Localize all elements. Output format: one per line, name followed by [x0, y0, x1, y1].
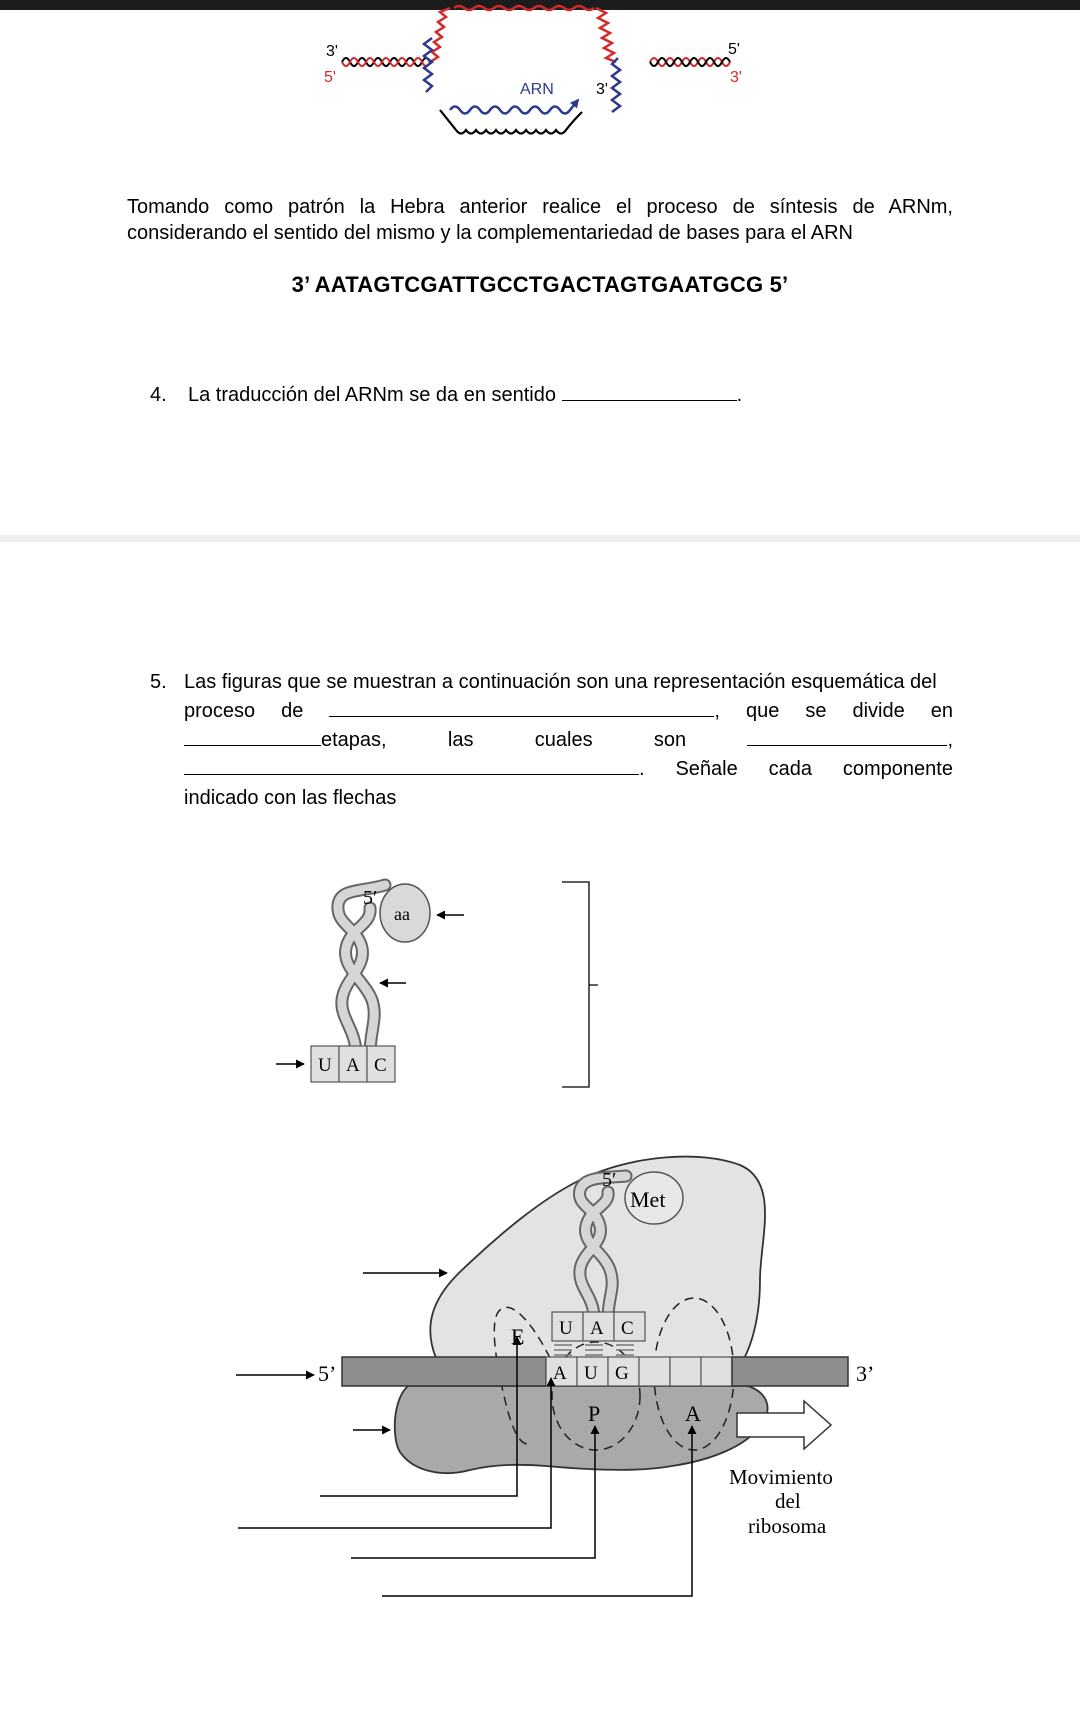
- trna-anticodon-1: U: [318, 1055, 332, 1076]
- right-helix-strand-b: [650, 58, 730, 66]
- met-label: Met: [630, 1187, 666, 1212]
- site-e-label: E: [511, 1324, 525, 1349]
- question-5-line-2: proceso de , que se divide en: [184, 700, 953, 722]
- site-a-label: A: [685, 1401, 701, 1426]
- mrna-5-label: 5’: [318, 1361, 337, 1386]
- rna-strand-right: [612, 58, 620, 112]
- stage-1-answer-blank[interactable]: [747, 727, 947, 746]
- dna-transcription-figure: [324, 6, 742, 134]
- trna-aa-label: aa: [394, 904, 410, 924]
- question-5-number: 5.: [150, 671, 167, 693]
- question-4-end: .: [736, 384, 743, 406]
- dna-left-top-label: 3': [326, 43, 338, 60]
- movement-label-3: ribosoma: [748, 1514, 827, 1538]
- question-5-line-5: indicado con las flechas: [184, 787, 397, 809]
- rna-strand-bottom: [450, 100, 578, 114]
- mrna-codon-2: U: [584, 1363, 598, 1384]
- dna-right-top-label: 5': [728, 41, 740, 58]
- trna-anticodon-2: A: [346, 1055, 360, 1076]
- question-4-text: La traducción del ARNm se da en sentido: [188, 384, 556, 406]
- dna-sequence: 3’ AATAGTCGATTGCCTGACTAGTGAATGCG 5’: [291, 272, 789, 297]
- template-strand-right: [596, 8, 616, 62]
- question-3-line-2: considerando el sentido del mismo y la complementariedad de bases para el ARN: [127, 222, 853, 244]
- movement-label-2: del: [775, 1489, 801, 1513]
- mrna-codon-1: A: [553, 1363, 567, 1384]
- dna-left-bottom-label: 5': [324, 69, 336, 86]
- coding-strand-bottom: [440, 110, 582, 134]
- trna-bracket: [562, 882, 598, 1087]
- rna-label: ARN: [520, 81, 554, 98]
- stage-2-answer-blank[interactable]: [184, 756, 639, 775]
- trna-anticodon-3: C: [374, 1055, 387, 1076]
- mrna-left-segment: [342, 1357, 546, 1386]
- mrna-codon-3: G: [615, 1363, 629, 1384]
- mrna-3-label: 3’: [856, 1361, 875, 1386]
- ribosome-figure: [236, 1157, 874, 1596]
- ribo-trna-5-label: 5′: [602, 1169, 617, 1191]
- mrna-right-segment: [732, 1357, 848, 1386]
- trna-5-label: 5′: [363, 887, 378, 909]
- dna-right-bottom-label: 3': [730, 69, 742, 86]
- trna-figure: [276, 882, 598, 1087]
- ribo-anticodon-2: A: [590, 1318, 604, 1339]
- rna-end-label: 3': [596, 81, 608, 98]
- question-4: [150, 382, 742, 407]
- mrna-codon-box-4: [639, 1357, 670, 1386]
- ribosome-small-subunit: [395, 1386, 768, 1473]
- question-4-answer-blank[interactable]: [562, 382, 737, 401]
- mrna-codon-box-6: [701, 1357, 732, 1386]
- template-strand-left: [430, 8, 450, 62]
- question-5-line-4: . Señale cada componente: [184, 755, 953, 784]
- mrna-codon-box-5: [670, 1357, 701, 1386]
- ribo-anticodon-3: C: [621, 1318, 634, 1339]
- movement-label-1: Movimiento: [729, 1465, 833, 1489]
- question-4-number: 4.: [150, 384, 167, 406]
- process-answer-blank[interactable]: [329, 698, 714, 717]
- question-3-line-1: Tomando como patrón la Hebra anterior realice el proceso de síntesis de ARNm,: [127, 196, 953, 218]
- ribo-anticodon-1: U: [559, 1318, 573, 1339]
- question-5-line-3: etapas, las cuales son ,: [184, 726, 953, 755]
- question-5-line-1: Las figuras que se muestran a continuación son una representación esquemática del: [184, 671, 937, 693]
- site-p-label: P: [588, 1401, 601, 1426]
- template-strand-top: [454, 6, 594, 10]
- stages-number-blank[interactable]: [184, 727, 321, 746]
